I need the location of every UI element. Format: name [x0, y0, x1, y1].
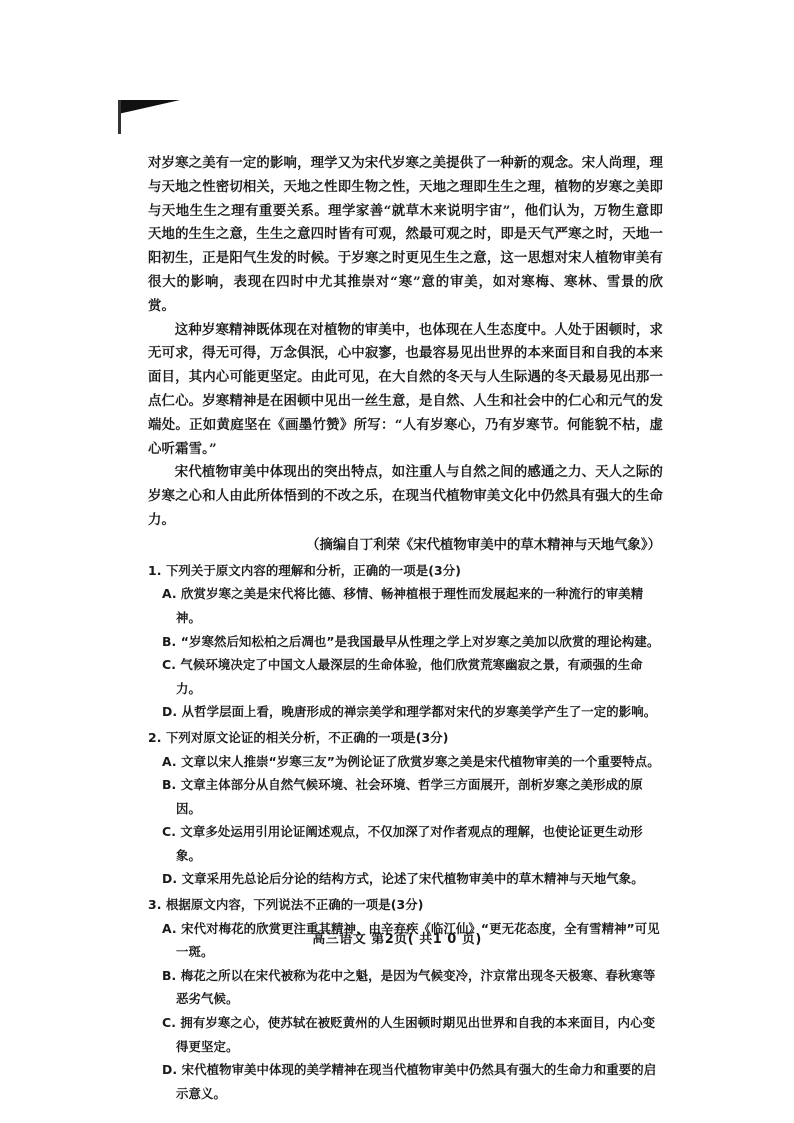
answer-option-d: D. 从哲学层面上看，晚唐形成的禅宗美学和理学都对宋代的岁寒美学产生了一定的影响。 [162, 704, 657, 720]
passage-paragraph: 宋代植物审美中体现出的突出特点，如注重人与自然之间的感通之力、天人之际的岁寒之心和人由此所体悟到的不改之乐，在现当代植物审美文化中仍然具有强大的生命力。 [148, 464, 663, 528]
question-3 [148, 893, 663, 1105]
question-stem: 3. 根据原文内容，下列说法不正确的一项是(3分) [148, 897, 424, 913]
answer-option-c: C. 气候环境决定了中国文人最深层的生命体验，他们欣赏荒寒幽寂之景，有顽强的生命力。 [162, 657, 643, 696]
answer-option-a: A. 文章以宋人推崇“岁寒三友”为例论证了欣赏岁寒之美是宋代植物审美的一个重要特点。 [162, 753, 660, 769]
passage-paragraph: 这种岁寒精神既体现在对植物的审美中，也体现在人生态度中。人处于困顿时，求无可求，得无可得，万念俱泯，心中寂寥，也最容易见出世界的本来面目和自我的本来面目，其内心可能更坚定。由此可见，在大自然的冬天与人生际遇的冬天最易见出那一点仁心。岁寒精神是在困顿中见出一丝生意，是自然、人生和社会中的仁心和元气的发端处。正如黄庭坚在《画墨竹赞》所写：“人有岁寒心，乃有岁寒节。何能貌不枯，虚心听霜雪。” [148, 321, 663, 457]
answer-option-a: A. 宋代对梅花的欣赏更注重其精神，由辛弃疾《临江仙》“更无花态度，全有雪精神”可见一斑。 [162, 920, 660, 960]
page-content [148, 152, 663, 1105]
question-2 [148, 726, 663, 891]
question-1 [148, 559, 663, 724]
answer-option-a: A. 欣赏岁寒之美是宋代将比德、移情、畅神植根于理性而发展起来的一种流行的审美精神。 [162, 586, 644, 625]
passage-source: （摘编自丁利荣《宋代植物审美中的草木精神与天地气象》） [306, 536, 661, 553]
answer-option-d: D. 文章采用先总论后分论的结构方式，论述了宋代植物审美中的草木精神与天地气象。 [162, 871, 644, 887]
reading-passage [148, 152, 663, 557]
scan-corner-mark [118, 100, 180, 114]
answer-option-d: D. 宋代植物审美中体现的美学精神在现当代植物审美中仍然具有强大的生命力和重要的启示意义。 [162, 1062, 657, 1101]
answer-option-b: B. 梅花之所以在宋代被称为花中之魁，是因为气候变冷，汴京常出现冬天极寒、春秋寒等恶劣气候。 [162, 967, 656, 1007]
question-stem: 2. 下列对原文论证的相关分析，不正确的一项是(3分) [148, 729, 449, 745]
answer-option-b: B. 文章主体部分从自然气候环境、社会环境、哲学三方面展开，剖析岁寒之美形成的原因。 [162, 777, 643, 816]
page-footer: 高三语文 第2页( 共1 0 页) [312, 932, 482, 947]
answer-option-b: B. “岁寒然后知松柏之后凋也”是我国最早从性理之学上对岁寒之美加以欣赏的理论构建。 [162, 633, 660, 649]
question-stem: 1. 下列关于原文内容的理解和分析，正确的一项是(3分) [148, 562, 461, 578]
answer-option-c: C. 拥有岁寒之心，使苏轼在被贬黄州的人生困顿时期见出世界和自我的本来面目，内心变得更坚定。 [162, 1015, 656, 1054]
answer-option-c: C. 文章多处运用引用论证阐述观点，不仅加深了对作者观点的理解，也使论证更生动形象。 [162, 824, 643, 863]
passage-paragraph: 对岁寒之美有一定的影响，理学又为宋代岁寒之美提供了一种新的观念。宋人尚理，理与天地之性密切相关，天地之性即生物之性，天地之理即生生之理，植物的岁寒之美即与天地生生之理有重要关系。理学家善“就草木来说明宇宙”，他们认为，万物生意即天地的生生之意，生生之意四时皆有可观，然最可观之时，即是天气严寒之时，天地一阳初生，正是阳气生发的时候。于岁寒之时更见生生之意，这一思想对宋人植物审美有很大的影响，表现在四时中尤其推崇对“寒”意的审美，如对寒梅、寒林、雪景的欣赏。 [148, 155, 663, 314]
scan-edge-shadow [118, 100, 121, 134]
